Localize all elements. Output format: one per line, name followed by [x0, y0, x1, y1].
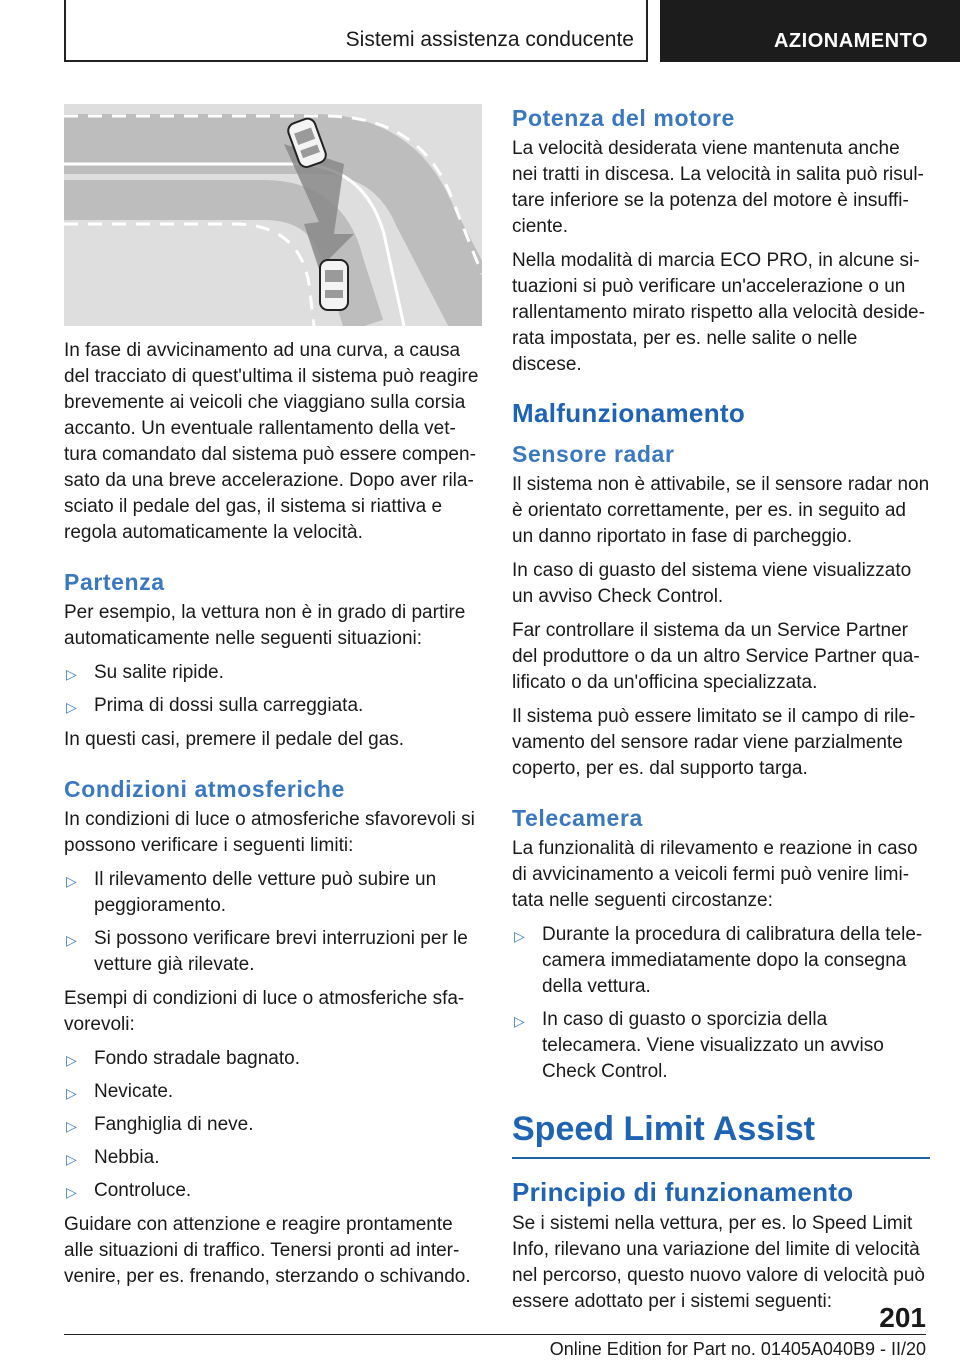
header-section-box [64, 0, 648, 62]
triangle-bullet-icon: ▷ [66, 1085, 77, 1101]
triangle-bullet-icon: ▷ [66, 1118, 77, 1134]
header-chapter-title: AZIONAMENTO [773, 30, 928, 52]
list-item: ▷ Controluce. [64, 1178, 482, 1204]
own-car-icon [320, 260, 348, 310]
heading-potenza-motore: Potenza del motore [512, 105, 735, 131]
triangle-bullet-icon: ▷ [66, 932, 77, 948]
partenza-list [64, 660, 482, 719]
triangle-bullet-icon: ▷ [66, 699, 77, 715]
triangle-bullet-icon: ▷ [66, 1151, 77, 1167]
list-item: ▷ Nebbia. [64, 1145, 482, 1171]
footer-edition: Online Edition for Part no. 01405A040B9 - II/20 [549, 1339, 926, 1359]
potenza-p2: Nella modalità di marcia ECO PRO, in alcune situazioni si può verificare un'accelerazione o un rallentamento mirato rispetto alla velocità desiderata impostata, per es. nelle salite o nelle discese. [512, 250, 925, 375]
potenza-p1: La velocità desiderata viene mantenuta anche nei tratti in discesa. La velocità in salita può risultare inferiore se la potenza del motore è insufficiente. [512, 138, 924, 237]
partenza-text: Per esempio, la vettura non è in grado di partire automaticamente nelle seguenti situazioni: [64, 602, 466, 649]
right-column [512, 104, 930, 1323]
list-item: ▷ Il rilevamento delle vetture può subire un peggioramento. [66, 869, 437, 916]
heading-sensore-radar: Sensore radar [512, 441, 675, 467]
triangle-bullet-icon: ▷ [66, 666, 77, 682]
heading-principio-funzionamento: Principio di funzionamento [512, 1177, 854, 1207]
heading-condizioni-atmosferiche: Condizioni atmosferiche [64, 776, 345, 802]
atmo-examples-list [64, 1046, 482, 1204]
atmo-list [64, 867, 482, 978]
left-column [64, 104, 482, 1298]
list-item: ▷ Su salite ripide. [64, 660, 482, 686]
speed-limit-p1: Se i sistemi nella vettura, per es. lo Speed Limit Info, rilevano una variazione del limite di velocità nel percorso, questo nuovo valore di velocità può essere adottato per i sistemi seguenti: [512, 1213, 925, 1312]
page-number: 201 [879, 1302, 926, 1333]
list-item: ▷ Fanghiglia di neve. [64, 1112, 482, 1138]
triangle-bullet-icon: ▷ [66, 873, 77, 889]
heading-partenza: Partenza [64, 569, 165, 595]
atmo-text2: Esempi di condizioni di luce o atmosferiche sfavorevoli: [64, 988, 465, 1035]
radar-p1: Il sistema non è attivabile, se il sensore radar non è orientato correttamente, per es. in seguito ad un danno riportato in fase di parcheggio. [512, 474, 930, 547]
list-item: ▷ Durante la procedura di calibratura della telecamera immediatamente dopo la consegna della vettura. [514, 924, 923, 997]
list-item: ▷ Nevicate. [64, 1079, 482, 1105]
header-chapter-box [660, 0, 960, 62]
list-item: ▷ Prima di dossi sulla carreggiata. [64, 693, 482, 719]
header-section-title: Sistemi assistenza conducente [345, 28, 634, 51]
list-item: ▷ In caso di guasto o sporcizia della telecamera. Viene visualizzato un avviso Check Control. [514, 1009, 884, 1082]
list-item: ▷ Fondo stradale bagnato. [64, 1046, 482, 1072]
radar-p4: Il sistema può essere limitato se il campo di rilevamento del sensore radar viene parzialmente coperto, per es. dal supporto targa. [512, 706, 916, 779]
heading-speed-limit-assist: Speed Limit Assist [512, 1107, 930, 1159]
radar-p2: In caso di guasto del sistema viene visualizzato un avviso Check Control. [512, 560, 912, 607]
list-item: ▷ Si possono verificare brevi interruzioni per le vetture già rilevate. [66, 928, 468, 975]
footer-divider [64, 1334, 926, 1335]
curve-road-illustration [64, 104, 482, 326]
partenza-after: In questi casi, premere il pedale del gas. [64, 729, 405, 750]
triangle-bullet-icon: ▷ [514, 1013, 525, 1029]
atmo-text: In condizioni di luce o atmosferiche sfavorevoli si possono verificare i seguenti limiti: [64, 809, 475, 856]
radar-p3: Far controllare il sistema da un Service Partner del produttore o da un altro Service Partner qualificato o da un'officina specializzata. [512, 620, 920, 693]
heading-telecamera: Telecamera [512, 805, 643, 831]
triangle-bullet-icon: ▷ [514, 928, 525, 944]
intro-paragraph: In fase di avvicinamento ad una curva, a causa del tracciato di quest'ultima il sistema può reagire brevemente ai veicoli che viaggiano sulla corsia accanto. Un eventuale rallentamento della vettura comandato dal sistema può essere compensato da una breve accelerazione. Dopo aver rilasciato il pedale del gas, il sistema si riattiva e regola automaticamente la velocità. [64, 340, 479, 543]
triangle-bullet-icon: ▷ [66, 1052, 77, 1068]
telecamera-p1: La funzionalità di rilevamento e reazione in caso di avvicinamento a veicoli fermi può venire limitata nelle seguenti circostanze: [512, 838, 918, 911]
atmo-after: Guidare con attenzione e reagire prontamente alle situazioni di traffico. Tenersi pronti ad intervenire, per es. frenando, sterzando o schivando. [64, 1214, 471, 1287]
heading-malfunzionamento: Malfunzionamento [512, 398, 746, 428]
triangle-bullet-icon: ▷ [66, 1184, 77, 1200]
telecamera-list [512, 922, 930, 1085]
